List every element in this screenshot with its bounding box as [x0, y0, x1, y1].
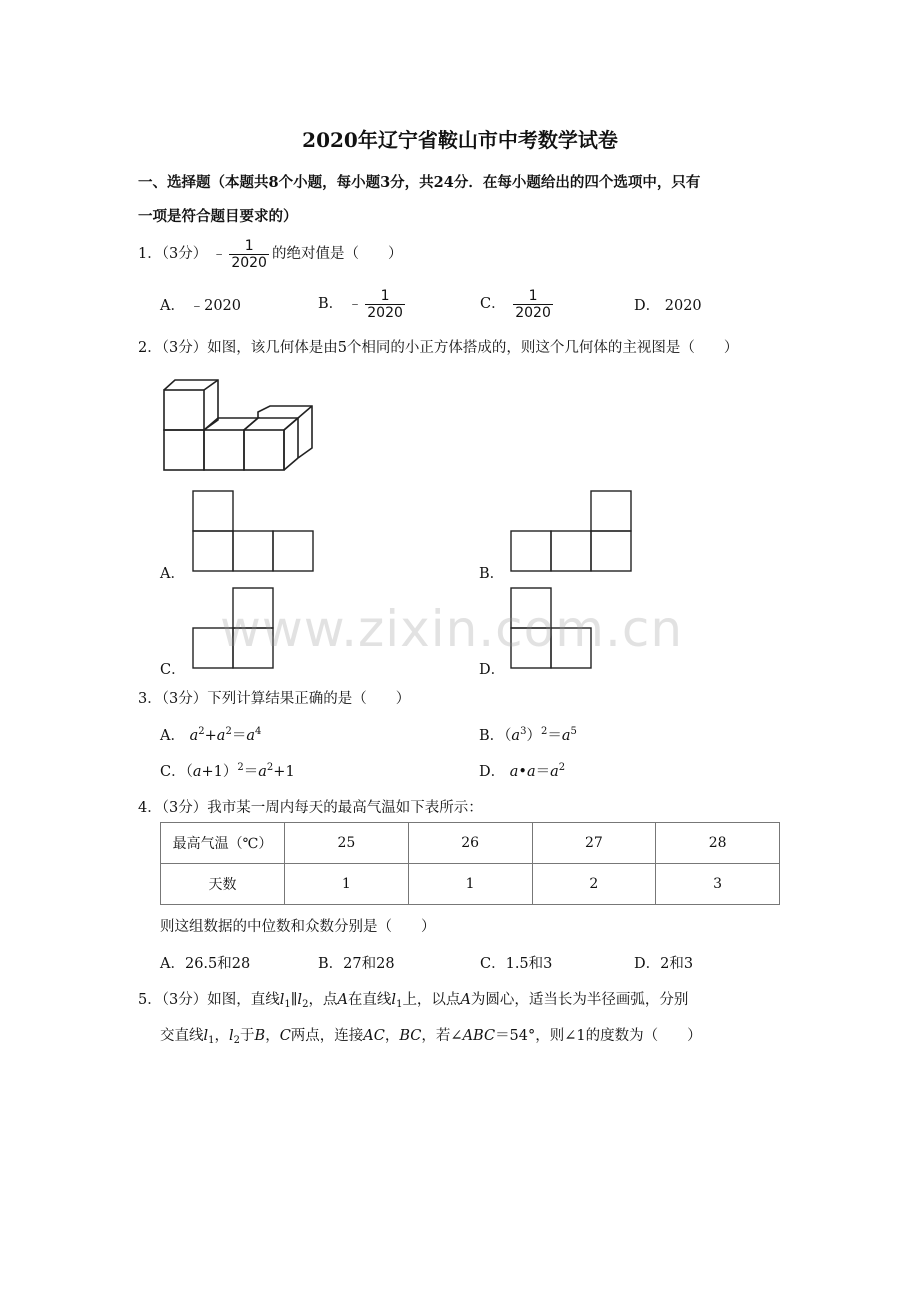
- q2-option-d[interactable]: D．: [479, 662, 506, 678]
- q1-option-a[interactable]: A． ﹣2020: [160, 298, 241, 314]
- table-cell: 28: [656, 823, 780, 864]
- minus-sign: ﹣: [211, 246, 227, 262]
- question-2-stem: 2．（3分）如图，该几何体是由5个相同的小正方体搭成的，则这个几何体的主视图是（ ）: [138, 340, 739, 356]
- question-5-line1: 5．（3分）如图，直线$l_1\parallel l_2$，点A在直线$l_1$上，以点A为圆心，适当长为半径画弧，分别: [138, 992, 689, 1010]
- q3-option-a[interactable]: A． $a^2+a^2=a^4$: [160, 726, 262, 744]
- table-row: [161, 864, 780, 905]
- question-1-stem: 1．（3分） ﹣ $\frac{1}{2020}$ 的绝对值是（ ）: [138, 237, 403, 271]
- q1-option-b[interactable]: B． ﹣ $\frac{1}{2020}$: [318, 287, 403, 321]
- q4-option-d[interactable]: D．2和3: [634, 956, 694, 972]
- option-b-figure: [511, 491, 631, 571]
- table-cell: 最高气温（℃）: [161, 823, 285, 864]
- section-heading-line2: 一项是符合题目要求的）: [138, 208, 298, 225]
- section-heading-line1: 一、选择题（本题共8个小题，每小题3分，共24分．在每小题给出的四个选项中，只有: [138, 174, 701, 191]
- question-5-line2: 交直线$l_1$，$l_2$于B，C两点，连接AC，BC，若∠ABC＝54°，则∠1的度数为（ ）: [160, 1028, 702, 1046]
- q2-option-a[interactable]: A．: [160, 566, 185, 582]
- q1-option-c[interactable]: C． $\frac{1}{2020}$: [480, 287, 551, 321]
- q3-option-c[interactable]: C．$(a+1)^2=a^2+1$: [160, 762, 295, 780]
- question-3-stem: 3．（3分）下列计算结果正确的是（ ）: [138, 691, 411, 707]
- question-number: 1．: [138, 246, 162, 262]
- q4-option-a[interactable]: A．26.5和28: [160, 956, 251, 972]
- table-cell: 2: [532, 864, 656, 905]
- table-cell: 27: [532, 823, 656, 864]
- question-4-stem: 4．（3分）我市某一周内每天的最高气温如下表所示：: [138, 800, 483, 816]
- question-score: （3分）: [161, 246, 208, 262]
- q3-option-d[interactable]: D． $a•a=a^2$: [479, 762, 566, 780]
- q3-option-b[interactable]: B．$(a^3)^2=a^5$: [479, 726, 577, 744]
- question-4-prompt: 则这组数据的中位数和众数分别是（ ）: [160, 919, 436, 935]
- table-cell: 1: [285, 864, 409, 905]
- table-cell: 1: [408, 864, 532, 905]
- q1-option-d[interactable]: D． 2020: [634, 298, 702, 314]
- table-cell: 25: [285, 823, 409, 864]
- q4-option-c[interactable]: C．1.5和3: [480, 956, 553, 972]
- q4-option-b[interactable]: B．27和28: [318, 956, 395, 972]
- table-cell: 天数: [161, 864, 285, 905]
- table-cell: 3: [656, 864, 780, 905]
- q2-option-c[interactable]: C．: [160, 662, 186, 678]
- q2-option-b[interactable]: B．: [479, 566, 505, 582]
- temperature-table: [160, 822, 780, 905]
- option-a-figure: [193, 491, 313, 571]
- fraction: $\frac{1}{2020}$: [231, 237, 267, 271]
- table-cell: 26: [408, 823, 532, 864]
- page-title: 2020年辽宁省鞍山市中考数学试卷: [302, 128, 618, 152]
- watermark: www.zixin.com.cn: [220, 600, 684, 658]
- table-row: [161, 823, 780, 864]
